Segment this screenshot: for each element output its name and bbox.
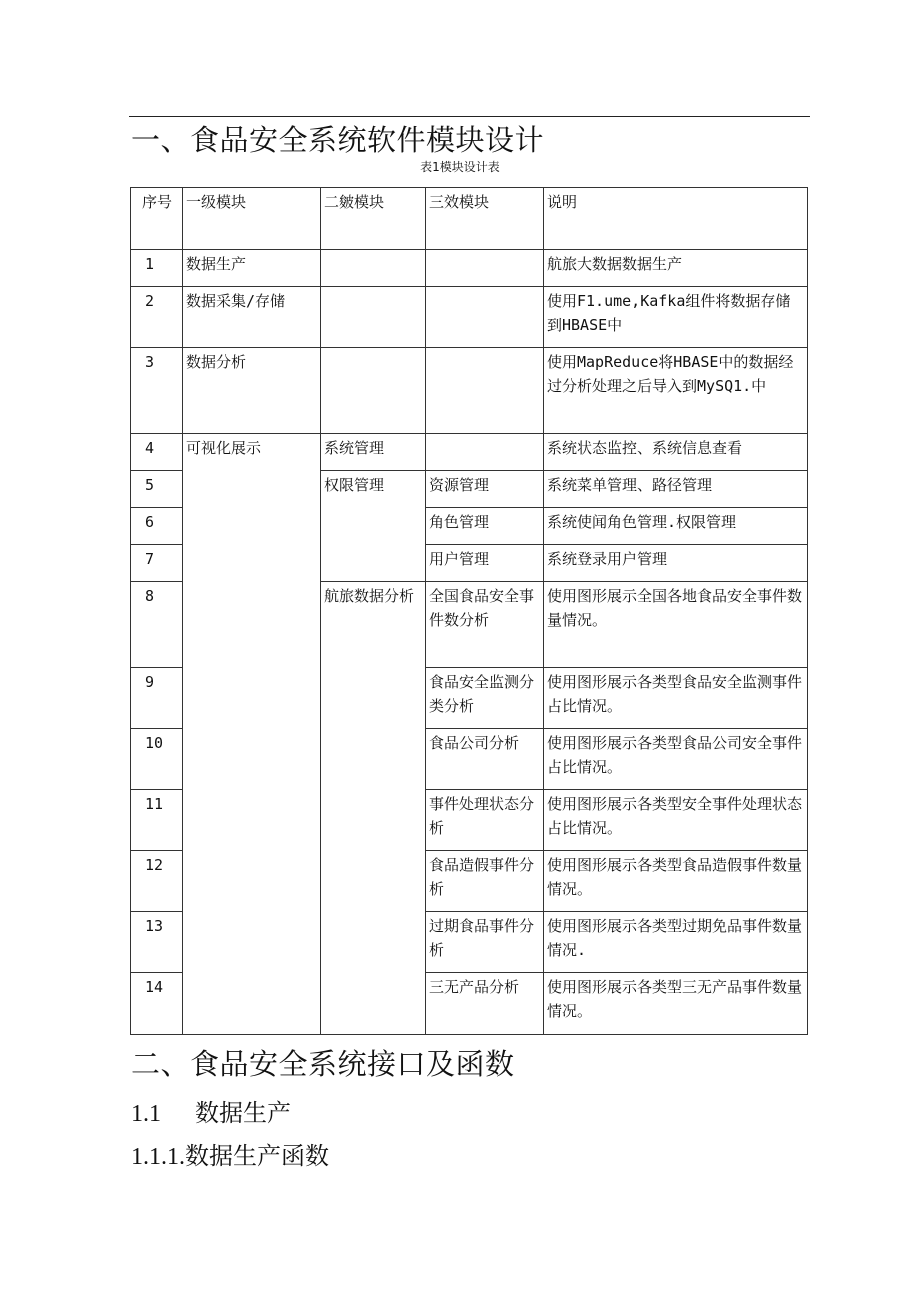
cell-level3: 三无产品分析 [426,973,544,1035]
cell-level3 [426,250,544,287]
cell-seq: 5 [131,471,183,508]
cell-desc: 使用图形展示各类型过期免品事件数量情况. [544,912,808,973]
cell-level1: 数据生产 [183,250,321,287]
table-row [131,434,808,471]
cell-desc: 使用F1.ume,Kafka组件将数据存储到HBASE中 [544,287,808,348]
cell-seq: 2 [131,287,183,348]
table-row [131,287,808,348]
table-row [131,250,808,287]
cell-seq: 1 [131,250,183,287]
cell-desc: 航旅大数据数据生产 [544,250,808,287]
cell-level3: 食品安全监测分类分析 [426,668,544,729]
cell-desc: 使用MapReduce将HBASE中的数据经过分析处理之后导入到MySQ1.中 [544,348,808,434]
subsubsection-number: 1.1.1. [131,1144,185,1170]
cell-desc: 系统菜单管理、路径管理 [544,471,808,508]
cell-level2: 航旅数据分析 [321,582,426,1035]
cell-seq: 11 [131,790,183,851]
cell-level3: 过期食品事件分析 [426,912,544,973]
cell-seq: 6 [131,508,183,545]
cell-desc: 系统使闻角色管理.权限管理 [544,508,808,545]
cell-desc: 使用图形展示各类型三无产品事件数量情况。 [544,973,808,1035]
cell-level2 [321,250,426,287]
section-heading-1: 一、食品安全系统软件模块设计 [131,123,545,157]
cell-seq: 3 [131,348,183,434]
cell-seq: 13 [131,912,183,973]
cell-level3 [426,434,544,471]
table-header-row [131,188,808,250]
header-level3: 三效模块 [426,188,544,250]
cell-level3 [426,348,544,434]
header-level2: 二皴模块 [321,188,426,250]
cell-level3: 角色管理 [426,508,544,545]
cell-desc: 使用图形展示各类型食品安全监测事件占比情况。 [544,668,808,729]
cell-seq: 8 [131,582,183,668]
cell-level2: 系统管理 [321,434,426,471]
cell-level3: 食品公司分析 [426,729,544,790]
cell-level1: 可视化展示 [183,434,321,1035]
cell-level3: 全国食品安全事件数分析 [426,582,544,668]
cell-level2 [321,348,426,434]
subsubsection-heading [131,1136,329,1171]
header-level1: 一级模块 [183,188,321,250]
subsection-number: 1.1 [131,1101,161,1127]
table-row [131,348,808,434]
cell-seq: 4 [131,434,183,471]
cell-level2 [321,287,426,348]
cell-level3: 用户管理 [426,545,544,582]
cell-desc: 使用图形展示全国各地食品安全事件数量情况。 [544,582,808,668]
table-caption: 表1模块设计表 [420,160,500,174]
cell-desc: 使用图形展示各类型安全事件处理状态占比情况。 [544,790,808,851]
cell-seq: 12 [131,851,183,912]
cell-seq: 7 [131,545,183,582]
header-desc: 说明 [544,188,808,250]
section-heading-2: 二、食品安全系统接口及函数 [131,1047,515,1081]
header-rule [129,116,810,117]
cell-desc: 系统状态监控、系统信息查看 [544,434,808,471]
cell-level1: 数据分析 [183,348,321,434]
cell-desc: 使用图形展示各类型食品造假事件数量情况。 [544,851,808,912]
cell-seq: 9 [131,668,183,729]
cell-desc: 系统登录用户管理 [544,545,808,582]
cell-seq: 10 [131,729,183,790]
cell-level3: 食品造假事件分析 [426,851,544,912]
cell-seq: 14 [131,973,183,1035]
cell-level1: 数据采集/存储 [183,287,321,348]
cell-level3: 资源管理 [426,471,544,508]
cell-level3: 事件处理状态分析 [426,790,544,851]
subsection-heading [131,1093,291,1128]
module-design-table [130,187,808,1035]
subsection-title: 数据生产 [195,1099,291,1127]
header-seq: 序号 [131,188,183,250]
cell-level3 [426,287,544,348]
cell-level2: 权限管理 [321,471,426,582]
cell-desc: 使用图形展示各类型食品公司安全事件占比情况。 [544,729,808,790]
subsubsection-title: 数据生产函数 [185,1142,329,1170]
